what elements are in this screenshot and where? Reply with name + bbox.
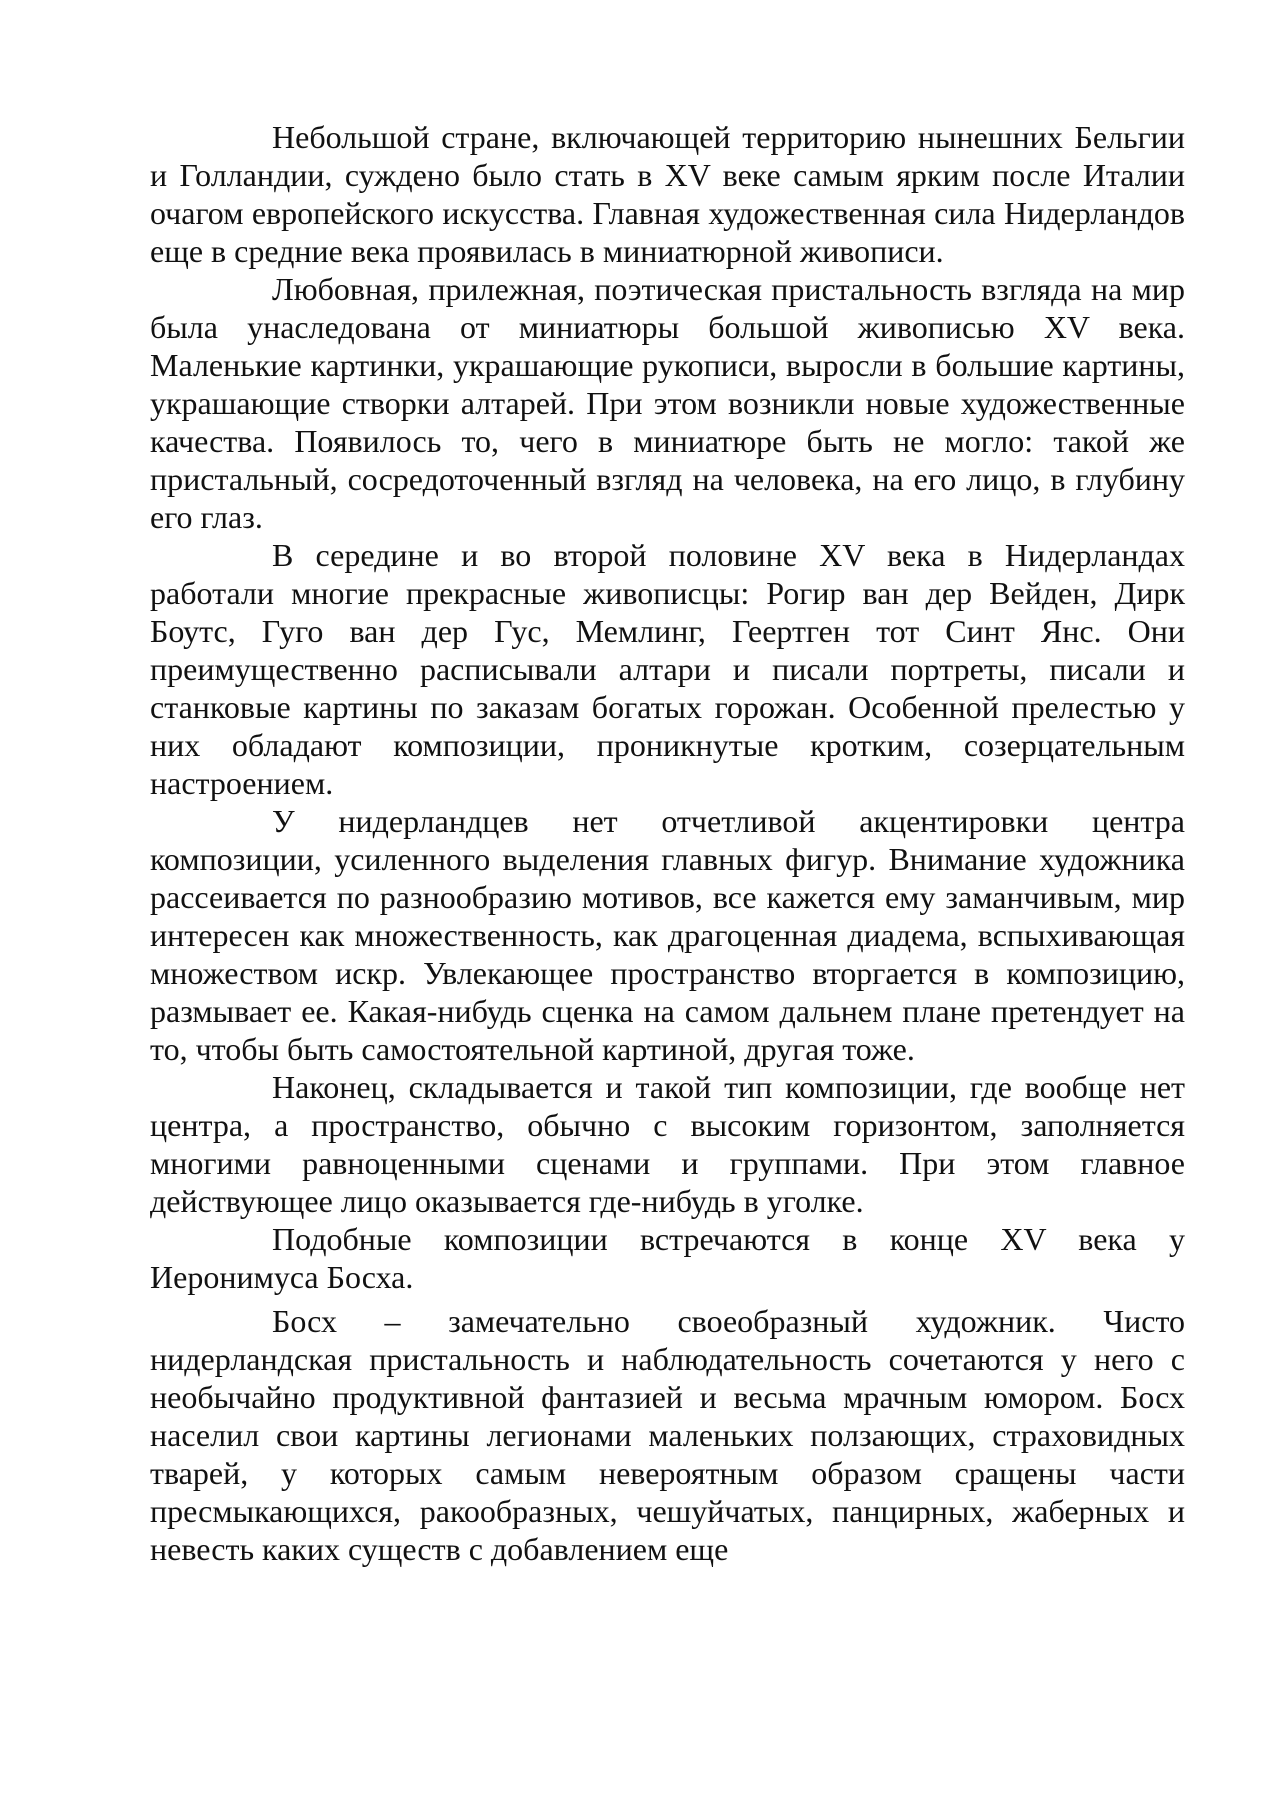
paragraph-7: Босх – замечательно своеобразный художник. Чисто нидерландская пристальность и наблюдательность сочетаются у него с необычайно продуктивной фантазией и весьма мрачным юмором. Босх населил свои картины легионами маленьких ползающих, страховидных тварей, у которых самым невероятным образом сращены части пресмыкающихся, ракообразных, чешуйчатых, панцирных, жаберных и невесть каких существ с добавлением еще	[150, 1303, 1185, 1567]
body-text	[150, 118, 1185, 1568]
paragraph-3: В середине и во второй половине XV века в Нидерландах работали многие прекрасные живописцы: Рогир ван дер Вейден, Дирк Боутс, Гуго ван дер Гус, Мемлинг, Геертген тот Синт Янс. Они преимущественно расписывали алтари и писали портреты, писали и станковые картины по заказам богатых горожан. Особенной прелестью у них обладают композиции, проникнутые кротким, созерцательным настроением.	[150, 537, 1185, 801]
paragraph-1: Небольшой стране, включающей территорию нынешних Бельгии и Голландии, суждено было стать в XV веке самым ярким после Италии очагом европейского искусства. Главная художественная сила Нидерландов еще в средние века проявилась в миниатюрной живописи.	[150, 119, 1185, 269]
paragraph-4: У нидерландцев нет отчетливой акцентировки центра композиции, усиленного выделения главных фигур. Внимание художника рассеивается по разнообразию мотивов, все кажется ему заманчивым, мир интересен как множественность, как драгоценная диадема, вспыхивающая множеством искр. Увлекающее пространство вторгается в композицию, размывает ее. Какая-нибудь сценка на самом дальнем плане претендует на то, чтобы быть самостоятельной картиной, другая тоже.	[150, 803, 1185, 1067]
paragraph-5: Наконец, складывается и такой тип композиции, где вообще нет центра, а пространство, обычно с высоким горизонтом, заполняется многими равноценными сценами и группами. При этом главное действующее лицо оказывается где-нибудь в уголке.	[150, 1069, 1185, 1219]
paragraph-6: Подобные композиции встречаются в конце XV века у Иеронимуса Босха.	[150, 1221, 1185, 1295]
paragraph-2: Любовная, прилежная, поэтическая пристальность взгляда на мир была унаследована от миниатюры большой живописью XV века. Маленькие картинки, украшающие рукописи, выросли в большие картины, украшающие створки алтарей. При этом возникли новые художественные качества. Появилось то, чего в миниатюре быть не могло: такой же пристальный, сосредоточенный взгляд на человека, на его лицо, в глубину его глаз.	[150, 271, 1185, 535]
